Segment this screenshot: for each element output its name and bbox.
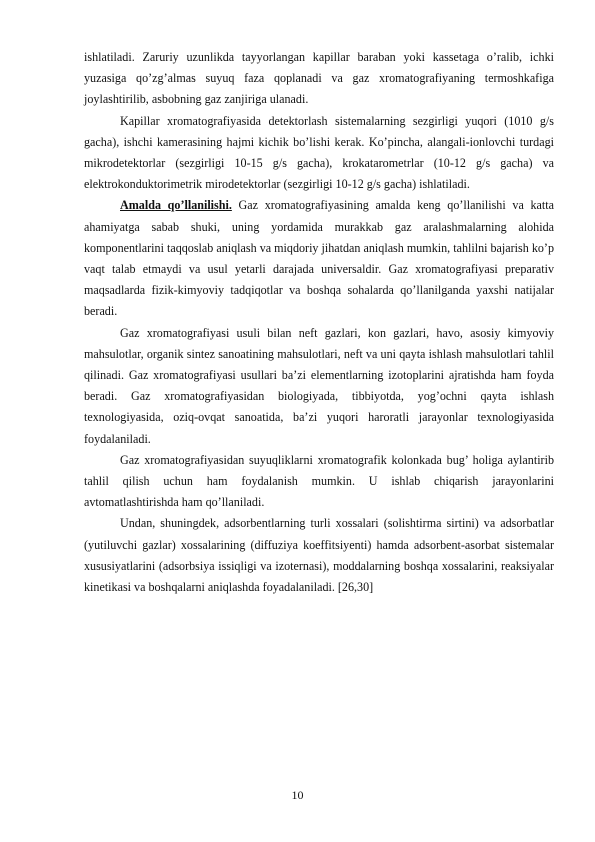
paragraph-0 [84, 47, 554, 111]
paragraph-1 [84, 111, 554, 196]
page-number: 10 [291, 788, 304, 802]
section-heading-inline: Amalda qo’llanilishi. [120, 198, 232, 213]
paragraph-4-text: Gaz xromatografiyasidan suyuqliklarni xromatografik kolonkada bug’ holiga aylantirib tahlil qilish uchun ham foydalanish mumkin. U ishlab chiqarish jarayonlarini avtomatlashtirishda ham qo’llaniladi. [84, 452, 554, 510]
paragraph-1-text: Kapillar xromatografiyasida detektorlash sistemalarning sezgirligi yuqori (1010 g/s gacha), ishchi kamerasining hajmi kichik bo’lishi kerak. Ko’pincha, alangali-ionlovchi turdagi mikrodetektorlar (sezgirligi 10-15 g/s gacha), krokatarometrlar (10-12 g/s gacha) va elektrokonduktorimetrik mirodetektorlar (sezgirligi 10-12 g/s gacha) ishlatiladi. [84, 113, 554, 192]
paragraph-4 [84, 450, 554, 514]
paragraph-5 [84, 513, 554, 598]
paragraph-3-text: Gaz xromatografiyasi usuli bilan neft gazlari, kon gazlari, havo, asosiy kimyoviy mahsulotlar, organik sintez sanoatining mahsulotlari, neft va uni qayta ishlash mahsulotlari tahlil qilinadi. Gaz xromatografiyasi usullari ba’zi elementlarning izotoplarini ajratishda ham foyda beradi. Gaz xromatografiyasidan biologiyada, tibbiyotda, yog’ochni qayta ishlash texnologiyasida, oziq-ovqat sanoatida, ba’zi yuqori haroratli jarayonlar texnologiyasida foydalaniladi. [84, 325, 554, 446]
paragraph-2 [84, 195, 554, 322]
paragraph-2-text: Gaz xromatografiyasining amalda keng qo’llanilishi va katta ahamiyatga sabab shuki, uning yordamida murakkab gaz aralashmalarning alohida komponentlarini taqqoslab aniqlash va miqdoriy jihatdan aniqlash mumkin, tahlilni bajarish ko’p vaqt talab etmaydi va usul yetarli darajada universaldir. Gaz xromatografiyasi preparativ maqsadlarda fizik-kimyoviy tadqiqotlar va boshqa sohalarda qo’llanilganda yaxshi natijalar beradi. [84, 198, 554, 319]
paragraph-3 [84, 323, 554, 450]
paragraph-0-text: ishlatiladi. Zaruriy uzunlikda tayyorlangan kapillar baraban yoki kassetaga o’ralib, ichki yuzasiga qo’zg’almas suyuq faza qoplanadi va gaz xromatografiyaning termoshkafiga joylashtirilib, asbobning gaz zanjiriga ulanadi. [84, 50, 554, 107]
document-page [84, 47, 554, 598]
paragraph-5-text: Undan, shuningdek, adsorbentlarning turli xossalari (solishtirma sirtini) va adsorbatlar (yutiluvchi gazlar) xossalarining (diffuziya koeffitsiyenti) hamda adsorbent-asorbat sistemalar xususiyatlarini (adsorbsiya issiqligi va izoternasi), moddalarning boshqa xossalarini, reaksiyalar kinetikasi va boshqalarni aniqlashda foyadalaniladi. [26,30] [84, 516, 554, 595]
